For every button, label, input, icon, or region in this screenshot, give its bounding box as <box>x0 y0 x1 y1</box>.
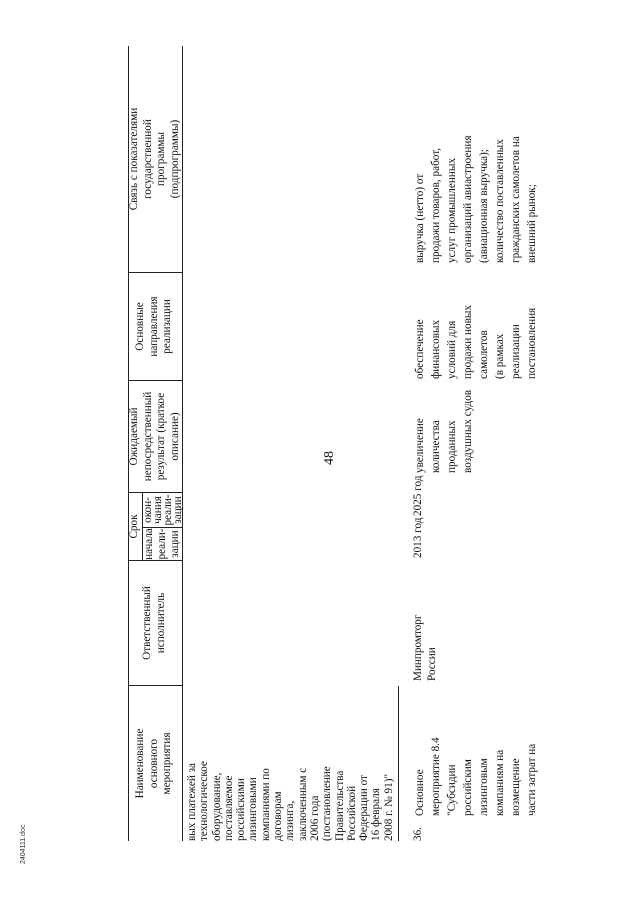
header-executor: Ответственный исполнитель <box>141 586 167 660</box>
row-36-executor: Минпромторг России <box>412 614 438 681</box>
rotated-table <box>128 46 548 841</box>
continued-row-bottom <box>398 686 399 841</box>
footer-doc-code: 2404111.doc <box>20 824 27 864</box>
header-term: Срок <box>128 514 140 539</box>
header-name: Наименование основного мероприятия <box>134 728 174 799</box>
header-link: Связь с показателями государственной программы (подпрограммы) <box>128 107 181 211</box>
header-end: окон- чания реали- зации <box>142 494 184 526</box>
header-directions: Основные направления реализации <box>134 296 174 357</box>
row-36-name: Основное мероприятие 8.4 "Субсидии российским лизинговым компаниям на возмещение части затрат на <box>414 737 538 816</box>
row-36-end: 2025 год <box>412 475 424 516</box>
row-36-number: 36. <box>412 827 424 841</box>
header-start: начала реали- зации <box>143 528 181 560</box>
header-result: Ожидаемый непосредственный результат (краткое описание) <box>128 391 181 482</box>
continued-row-name: вых платежей за технологическое оборудование, поставляемое российскими лизинговыми компаниями по договорам лизинга, заключенным с 2006 года (постановление Правительства Российской Федерации от 16 февраля 2008 г. № 91)" <box>186 761 395 841</box>
row-36-result: увеличение количества проданных воздушных судов <box>414 389 474 473</box>
row-36-directions: обеспечение финансовых условий для продажи новых самолетов (в рамках реализации постановления <box>414 305 538 379</box>
row-36-start: 2013 год <box>412 517 424 558</box>
row-36-link: выручка (нетто) от продажи товаров, работ, услуг промышленных организаций авиастроения (авиационная выручка); количество поставленных гражданских самолетов на внешний рынок; <box>414 135 538 263</box>
page-number: 48 <box>322 451 337 465</box>
